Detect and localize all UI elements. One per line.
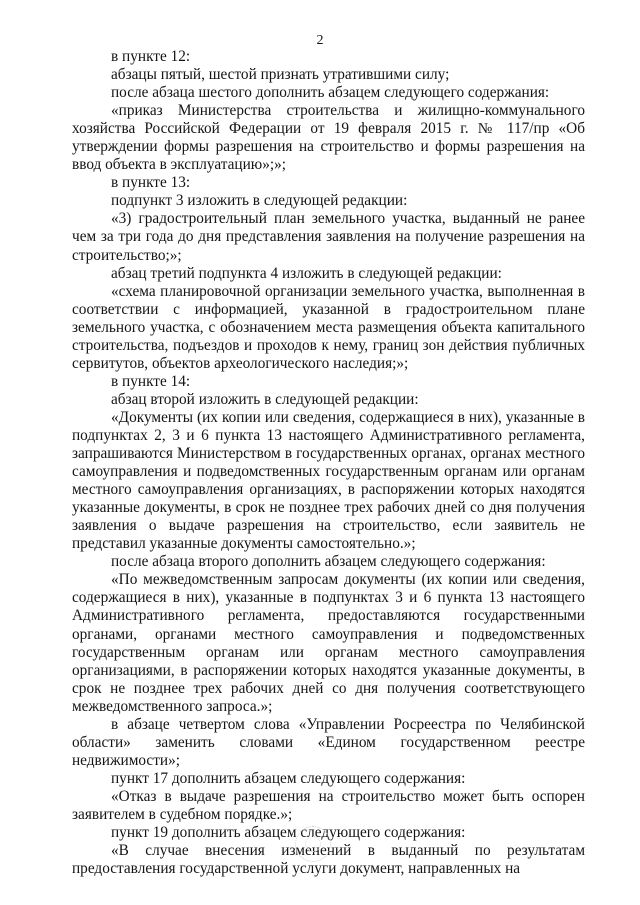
paragraph: абзац второй изложить в следующей редакции: [111, 390, 419, 408]
paragraph: в пункте 14: [111, 372, 191, 390]
paragraph: в абзаце четвертом слова «Управлении Росреестра по Челябинской области» заменить словами «Едином государственном реестре недвижимости»; [72, 715, 585, 769]
paragraph: после абзаца второго дополнить абзацем следующего содержания: [111, 553, 546, 571]
paragraph: «По межведомственным запросам документы (их копии или сведения, содержащиеся в них), указанные в подпунктах 3 и 6 пункта 13 настоящего Административного регламента, предоставляются государственными органами, органами местного самоуправления и подведомственных государственным органам или органам местного самоуправления организациями, в распоряжении которых находятся указанные документы, в срок не позднее трех рабочих дней со дня получения соответствующего межведомственного запроса.»; [72, 571, 585, 715]
paragraph: «схема планировочной организации земельного участка, выполненная в соответствии с информацией, указанной в градостроительном плане земельного участка, с обозначением места размещения объекта капитального строительства, подъездов и проходов к нему, границ зон действия публичных сервитутов, объектов археологического наследия;»; [72, 282, 585, 372]
document-body [72, 48, 585, 878]
paragraph: в пункте 12: [111, 48, 191, 65]
paragraph: в пункте 13: [111, 174, 191, 192]
paragraph: «Документы (их копии или сведения, содержащиеся в них), указанные в подпунктах 2, 3 и 6 пункта 13 настоящего Административного регламента, запрашиваются Министерством в государственных органах, органах местного самоуправления и подведомственных государственным органам или органам местного самоуправления организациях, в распоряжении которых находятся указанные документы, в срок не позднее трех рабочих дней со дня получения заявления о выдаче разрешения на строительство, если заявитель не представил указанные документы самостоятельно.»; [72, 408, 585, 553]
paragraph: «Отказ в выдаче разрешения на строительство может быть оспорен заявителем в судебном порядке.»; [72, 787, 585, 823]
paragraph: пункт 19 дополнить абзацем следующего содержания: [111, 824, 466, 842]
paragraph: «приказ Министерства строительства и жилищно-коммунального хозяйства Российской Федерации от 19 февраля 2015 г. № 117/пр «Об утверждении формы разрешения на строительство и формы разрешения на ввод объекта в эксплуатацию»;»; [72, 102, 585, 174]
paragraph: абзацы пятый, шестой признать утратившими силу; [111, 66, 450, 84]
page-number: 2 [316, 33, 324, 48]
paragraph: «3) градостроительный план земельного участка, выданный не ранее чем за три года до дня представления заявления на получение разрешения на строительство;»; [72, 210, 585, 264]
faint-stamp-mark-inner [305, 836, 321, 852]
paragraph: подпункт 3 изложить в следующей редакции: [111, 192, 408, 210]
paragraph: после абзаца шестого дополнить абзацем следующего содержания: [111, 84, 550, 102]
paragraph: «В случае внесения изменений в выданный по результатам предоставления государственной услуги документ, направленных на [72, 842, 585, 878]
paragraph: пункт 17 дополнить абзацем следующего содержания: [111, 769, 466, 787]
paragraph: абзац третий подпункта 4 изложить в следующей редакции: [111, 264, 502, 282]
